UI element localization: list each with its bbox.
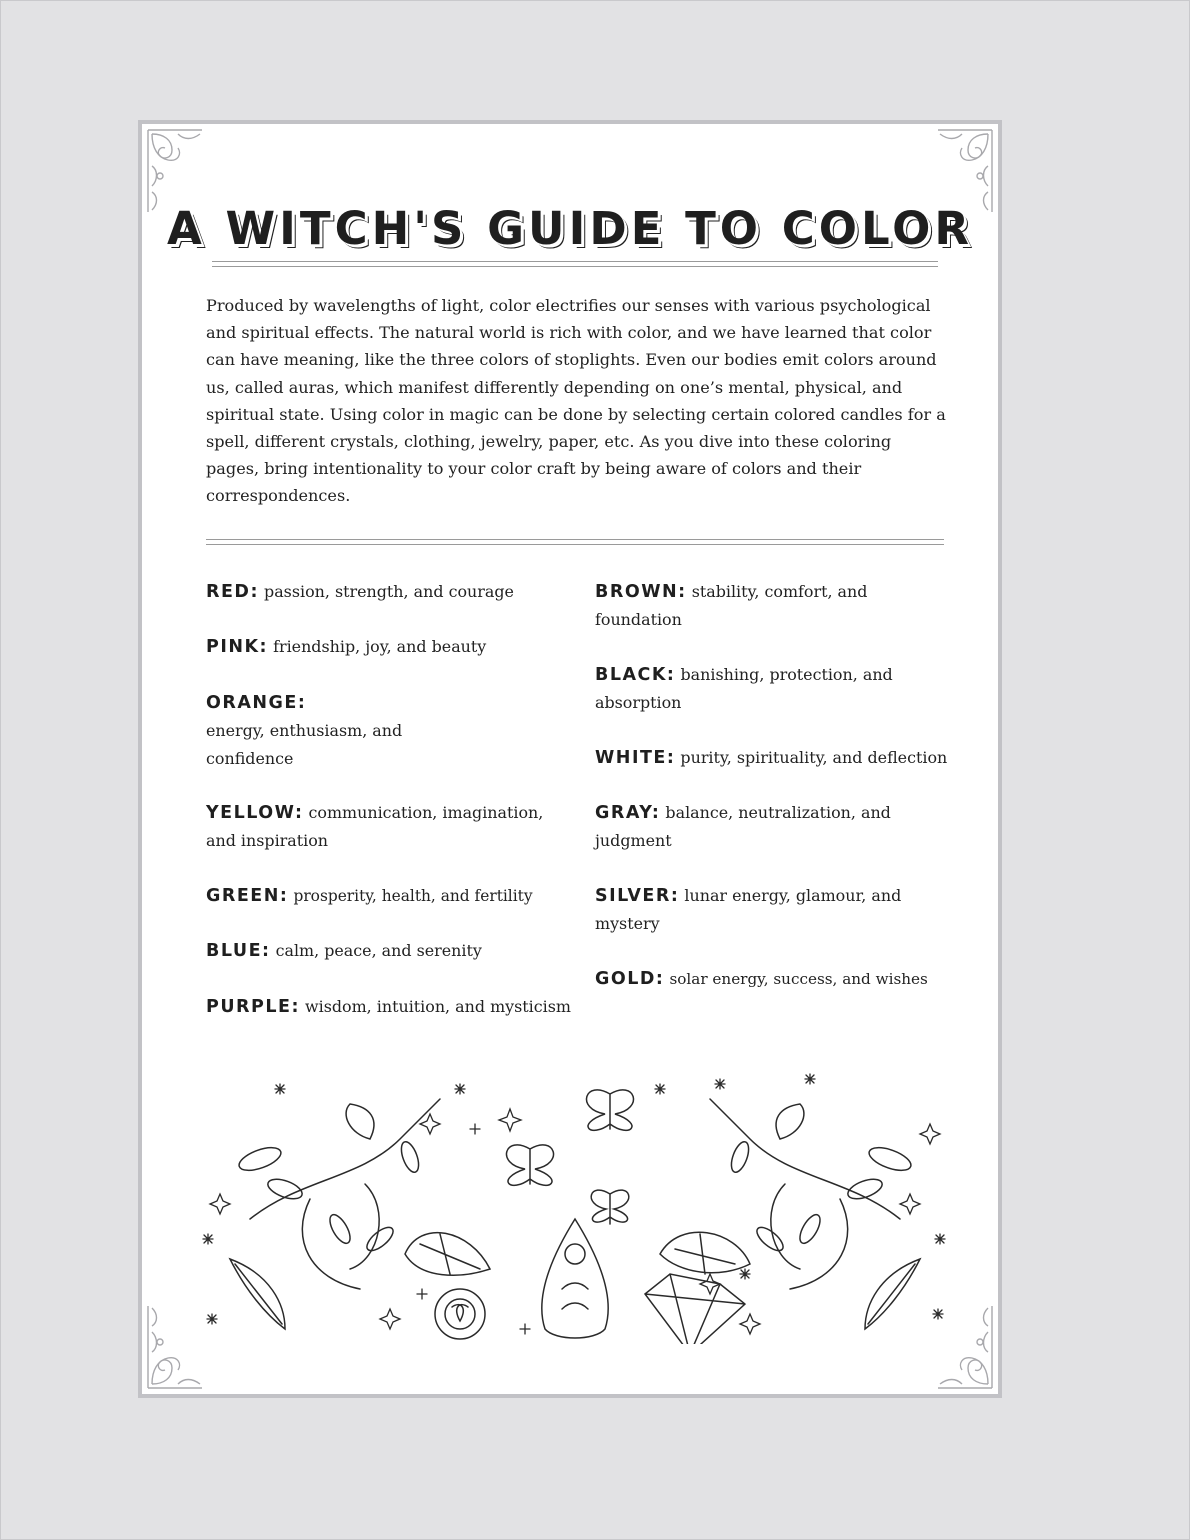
- color-meaning: lunar energy, glamour, and mystery: [595, 885, 902, 934]
- color-meaning: wisdom, intuition, and mysticism: [305, 996, 571, 1016]
- color-meaning: energy, enthusiasm, and confidence: [206, 721, 403, 768]
- color-name: WHITE:: [595, 747, 676, 768]
- color-entry-blue: [206, 937, 576, 965]
- wing-icon: [405, 1233, 490, 1276]
- color-name: GREEN:: [206, 885, 289, 906]
- color-list-left: [206, 578, 576, 1048]
- color-entry-white: [595, 744, 955, 772]
- moth-icon: [586, 1090, 633, 1131]
- page-sheet: [138, 120, 1002, 1398]
- leaf-icon: [865, 1259, 920, 1329]
- color-name: SILVER:: [595, 885, 680, 906]
- medallion-icon: [435, 1289, 485, 1339]
- color-meaning: friendship, joy, and beauty: [273, 637, 487, 657]
- color-name: GRAY:: [595, 803, 661, 824]
- section-divider: [206, 539, 944, 545]
- color-name: ORANGE:: [206, 692, 307, 713]
- color-entry-orange: [206, 689, 576, 772]
- moth-icon: [591, 1190, 629, 1224]
- title-divider: [212, 261, 938, 267]
- color-meaning: solar energy, success, and wishes: [669, 969, 928, 988]
- color-list-right: [595, 578, 955, 1020]
- sparkle-icons: [203, 1074, 945, 1334]
- botanical-illustration: [190, 1069, 960, 1344]
- color-name: BLACK:: [595, 664, 676, 685]
- moth-icon: [506, 1145, 553, 1186]
- color-entry-brown: [595, 578, 955, 634]
- color-meaning: communication, imagination, and inspiration: [206, 803, 544, 851]
- color-meaning: stability, comfort, and foundation: [595, 582, 868, 630]
- color-entry-gray: [595, 799, 955, 855]
- color-name: PURPLE:: [206, 996, 300, 1017]
- crystal-icon: [645, 1274, 745, 1344]
- color-entry-pink: [206, 633, 576, 661]
- planchette-icon: [542, 1219, 608, 1338]
- color-meaning: balance, neutralization, and judgment: [595, 803, 891, 851]
- color-name: BLUE:: [206, 941, 271, 962]
- color-name: RED:: [206, 582, 259, 602]
- wing-icon: [660, 1232, 750, 1274]
- color-entry-gold: [595, 965, 955, 993]
- color-meaning: purity, spirituality, and deflection: [680, 747, 948, 767]
- right-vine: [710, 1099, 914, 1289]
- color-entry-purple: [206, 993, 576, 1021]
- leaf-icon: [230, 1259, 285, 1329]
- color-entry-green: [206, 882, 576, 910]
- color-entry-red: [206, 578, 576, 606]
- color-meaning: passion, strength, and courage: [264, 582, 514, 601]
- page-title: A WITCH'S GUIDE TO COLOR: [167, 202, 973, 255]
- color-meaning: prosperity, health, and fertility: [293, 886, 533, 905]
- color-meaning: calm, peace, and serenity: [275, 941, 482, 961]
- color-entry-yellow: [206, 799, 576, 855]
- intro-paragraph: Produced by wavelengths of light, color electrifies our senses with various psychological and spiritual effects. The natural world is rich with color, and we have learned that color can have meaning, like the three colors of stoplights. Even our bodies emit colors around us, called auras, which manifest differently depending on one’s mental, physical, and spiritual state. Using color in magic can be done by selecting certain colored candles for a spell, different crystals, clothing, jewelry, paper, etc. As you dive into these coloring pages, bring intentionality to your color craft by being aware of colors and their correspondences.: [206, 296, 946, 506]
- color-meaning: banishing, protection, and absorption: [595, 664, 893, 713]
- color-name: GOLD:: [595, 968, 665, 989]
- color-name: YELLOW:: [206, 803, 304, 824]
- color-entry-silver: [595, 882, 955, 938]
- color-entry-black: [595, 661, 955, 717]
- color-name: PINK:: [206, 637, 269, 658]
- color-name: BROWN:: [595, 582, 687, 602]
